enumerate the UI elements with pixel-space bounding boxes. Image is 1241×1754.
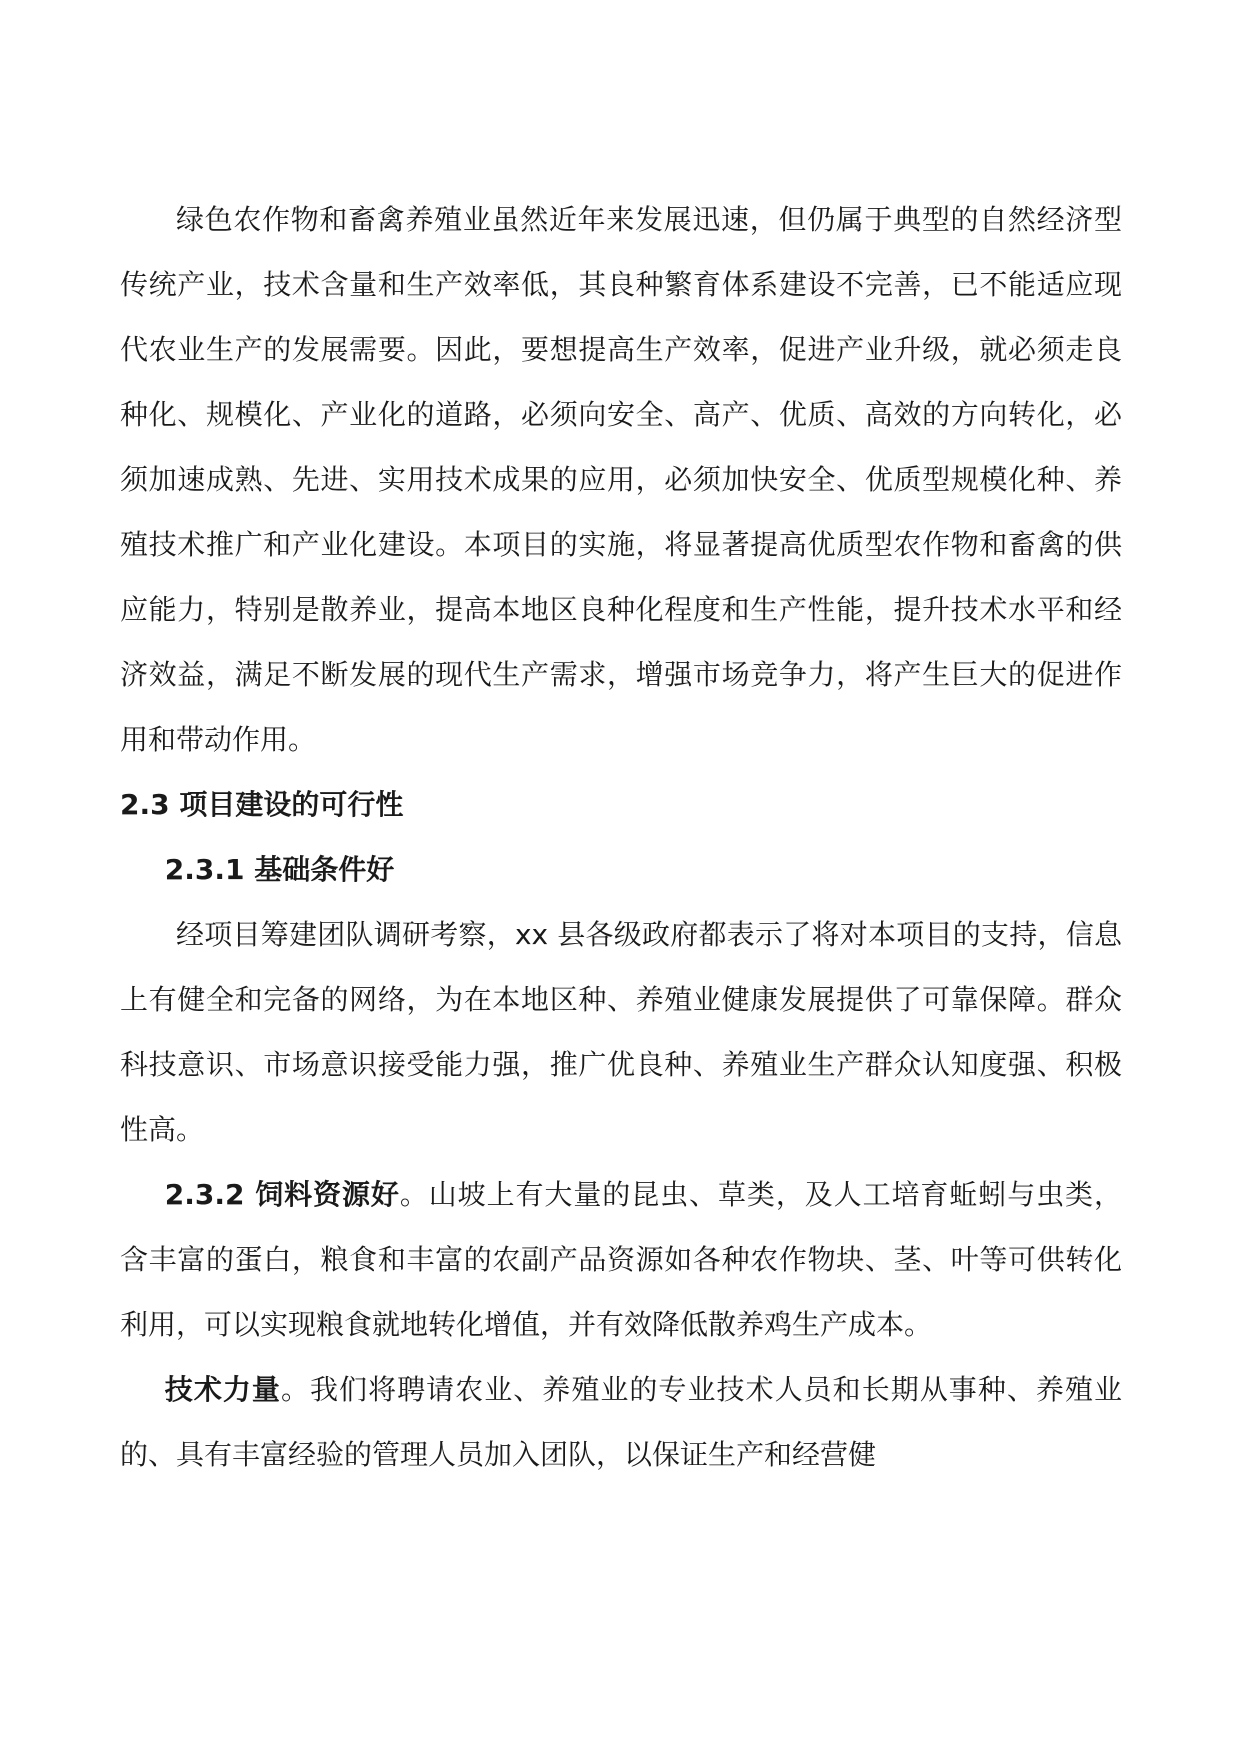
section-heading: 2.3 项目建设的可行性 — [120, 788, 404, 821]
tech-lead: 技术力量 — [164, 1373, 281, 1406]
feed-body: 。山坡上有大量的昆虫、草类，及人工培育蚯蚓与虫类，含丰富的蛋白，粮食和丰富的农副产品资源如各种农作物块、茎、叶等可供转化利用，可以实现粮食就地转化增值，并有效降低散养鸡生产成本。 — [120, 1178, 1122, 1341]
feed-lead: 2.3.2 饲料资源好 — [164, 1178, 400, 1211]
feed-paragraph — [120, 1162, 1122, 1357]
tech-body: 。我们将聘请农业、养殖业的专业技术人员和长期从事种、养殖业的、具有丰富经验的管理人员加入团队，以保证生产和经营健 — [120, 1373, 1122, 1471]
subsection-heading-basis: 2.3.1 基础条件好 — [164, 853, 395, 886]
basis-paragraph: 经项目筹建团队调研考察，xx 县各级政府都表示了将对本项目的支持，信息上有健全和完备的网络，为在本地区种、养殖业健康发展提供了可靠保障。群众科技意识、市场意识接受能力强，推广优良种、养殖业生产群众认知度强、积极性高。 — [120, 918, 1122, 1146]
document-page — [120, 187, 1122, 1487]
intro-paragraph: 绿色农作物和畜禽养殖业虽然近年来发展迅速，但仍属于典型的自然经济型传统产业，技术含量和生产效率低，其良种繁育体系建设不完善，已不能适应现代农业生产的发展需要。因此，要想提高生产效率，促进产业升级，就必须走良种化、规模化、产业化的道路，必须向安全、高产、优质、高效的方向转化，必须加速成熟、先进、实用技术成果的应用，必须加快安全、优质型规模化种、养殖技术推广和产业化建设。本项目的实施，将显著提高优质型农作物和畜禽的供应能力，特别是散养业，提高本地区良种化程度和生产性能，提升技术水平和经济效益，满足不断发展的现代生产需求，增强市场竞争力，将产生巨大的促进作用和带动作用。 — [120, 203, 1122, 756]
tech-paragraph — [120, 1357, 1122, 1487]
